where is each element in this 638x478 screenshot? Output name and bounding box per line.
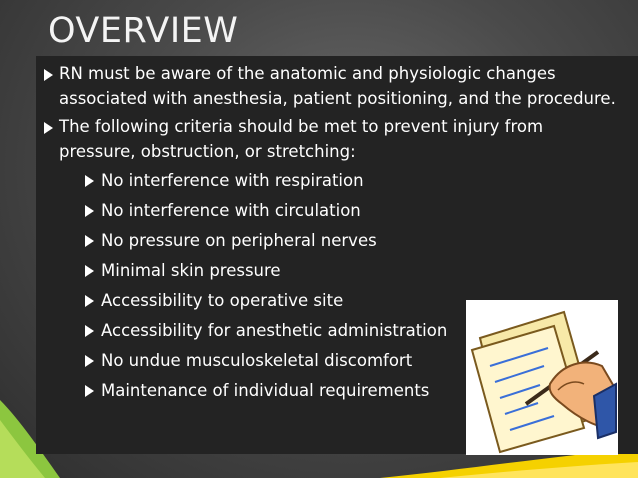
list-item xyxy=(85,256,624,286)
sub-bullet-text: No interference with circulation xyxy=(101,201,361,220)
triangle-bullet-icon xyxy=(85,295,94,307)
bullet-text: The following criteria should be met to prevent injury from pressure, obstruction, or stretching: xyxy=(59,117,544,161)
sub-bullet-text: Accessibility for anesthetic administration xyxy=(101,321,448,340)
sub-bullet-text: Maintenance of individual requirements xyxy=(101,381,430,400)
list-item xyxy=(85,226,624,256)
sub-bullet-text: Accessibility to operative site xyxy=(101,291,344,310)
triangle-bullet-icon xyxy=(85,175,94,187)
sub-bullet-text: No undue musculoskeletal discomfort xyxy=(101,351,413,370)
triangle-bullet-icon xyxy=(85,265,94,277)
triangle-bullet-icon xyxy=(85,205,94,217)
triangle-bullet-icon xyxy=(44,122,53,134)
bullet-text: RN must be aware of the anatomic and physiologic changes associated with anesthesia, patient positioning, and the procedure. xyxy=(59,64,616,108)
triangle-bullet-icon xyxy=(85,235,94,247)
triangle-bullet-icon xyxy=(85,355,94,367)
list-item xyxy=(85,166,624,196)
list-item xyxy=(44,61,624,111)
triangle-bullet-icon xyxy=(85,385,94,397)
hand-writing-document-icon xyxy=(466,300,618,455)
sub-bullet-text: No pressure on peripheral nerves xyxy=(101,231,377,250)
list-item xyxy=(85,196,624,226)
sub-bullet-text: Minimal skin pressure xyxy=(101,261,281,280)
triangle-bullet-icon xyxy=(44,69,53,81)
triangle-bullet-icon xyxy=(85,325,94,337)
sub-bullet-text: No interference with respiration xyxy=(101,171,364,190)
slide-title: OVERVIEW xyxy=(48,11,239,51)
